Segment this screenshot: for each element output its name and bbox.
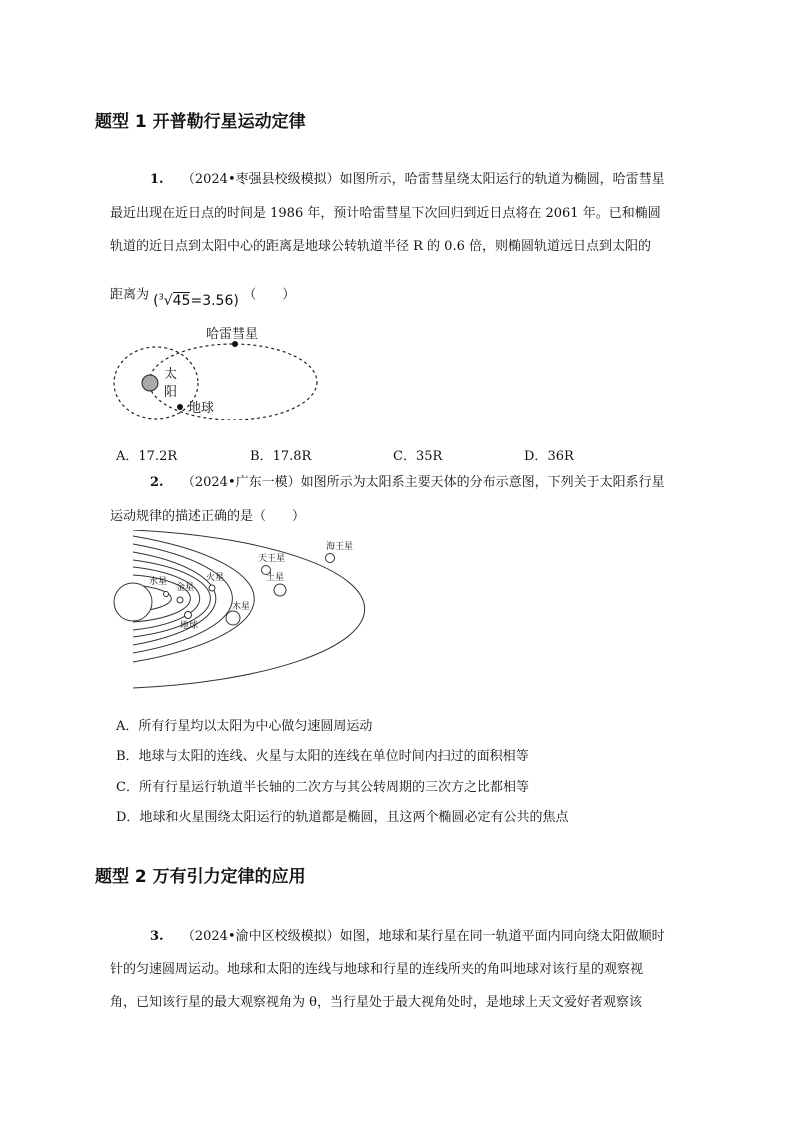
q1-line-1 — [150, 171, 665, 189]
comet-orbit — [149, 344, 317, 420]
sun-label-2: 阳 — [164, 385, 178, 400]
comet-label: 哈雷彗星 — [206, 327, 259, 342]
q2-option-c-letter: C． — [116, 780, 139, 795]
q1-option-d-text: 36R — [547, 449, 574, 464]
label-jupiter: 木星 — [232, 602, 251, 612]
q1-option-a-letter: A． — [116, 449, 139, 464]
label-mercury: 水星 — [149, 577, 168, 587]
q1-option-d — [524, 445, 574, 464]
section-title-2: 题型 2 万有引力定律的应用 — [95, 867, 306, 887]
label-neptune: 海王星 — [326, 542, 354, 552]
q2-option-d-letter: D． — [116, 810, 140, 825]
planet-earth — [185, 612, 192, 619]
q1-option-b-letter: B． — [250, 449, 273, 464]
earth-label: 地球 — [188, 401, 215, 416]
q1-line-2: 最近出现在近日点的时间是 1986 年，预计哈雷彗星下次回归到近日点将在 2061 年。已和椭圆 — [110, 206, 661, 221]
label-earth: 地球 — [180, 621, 199, 631]
q1-option-c — [393, 445, 442, 464]
label-mars: 火星 — [206, 573, 225, 583]
q2-option-c — [116, 776, 529, 795]
q3-line1-text: （2024•渝中区校级模拟）如图，地球和某行星在同一轨道平面内同向绕太阳做顺时 — [181, 929, 665, 944]
q2-line-1 — [150, 474, 665, 492]
q1-option-c-text: 35R — [415, 449, 443, 464]
q2-option-c-text: 所有行星运行轨道半长轴的二次方与其公转周期的三次方之比都相等 — [138, 780, 529, 795]
q2-option-d-text: 地球和火星围绕太阳运行的轨道都是椭圆，且这两个椭圆必定有公共的焦点 — [139, 810, 569, 825]
q1-formula-result: =3.56 — [190, 292, 234, 309]
q1-option-c-letter: C． — [393, 449, 416, 464]
q1-line-3: 轨道的近日点到太阳中心的距离是地球公转轨道半径 R 的 0.6 倍，则椭圆轨道远日点到太阳的 — [110, 239, 651, 254]
q2-line-2: 运动规律的描述正确的是（ ） — [110, 509, 306, 524]
q3-line-2: 针的匀速圆周运动。地球和太阳的连线与地球和行星的连线所夹的角叫地球对该行星的观察视 — [110, 962, 644, 977]
q3-number: 3. — [150, 929, 164, 944]
q1-blank: （ ） — [243, 287, 296, 303]
q1-option-b — [250, 445, 311, 464]
section-title-1: 题型 1 开普勒行星运动定律 — [95, 112, 306, 132]
label-uranus: 天王星 — [258, 554, 286, 564]
sun-icon — [142, 375, 158, 391]
q2-number: 2. — [150, 475, 164, 490]
q1-formula-index: 3 — [158, 292, 164, 301]
sun-label-1: 太 — [164, 367, 178, 382]
planet-neptune — [326, 554, 335, 563]
q2-solar-system-figure — [108, 530, 388, 690]
planet-mercury — [164, 592, 169, 597]
planet-mars — [209, 585, 215, 591]
q1-formula: ($^3$√45=3.56) — [153, 292, 244, 309]
q1-option-a-text: 17.2R — [138, 449, 178, 464]
q2-option-a-text: 所有行星均以太阳为中心做匀速圆周运动 — [138, 719, 373, 734]
q1-option-b-text: 17.8R — [272, 449, 312, 464]
planet-saturn — [274, 584, 286, 596]
q3-line-1 — [150, 928, 665, 946]
q3-line-3: 角，已知该行星的最大观察视角为 θ，当行星处于最大视角处时，是地球上天文爱好者观察该 — [110, 995, 642, 1010]
q1-option-d-letter: D． — [524, 449, 548, 464]
q1-source: （2024•枣强县校级模拟）如图所示，哈雷彗星绕太阳运行的轨道为椭圆，哈雷彗星 — [181, 172, 665, 187]
label-saturn: 土星 — [266, 573, 285, 583]
q1-line4-prefix: 距离为 — [110, 287, 150, 303]
q1-option-a — [116, 445, 177, 464]
planet-jupiter — [226, 611, 240, 625]
q2-option-b-text: 地球与太阳的连线、火星与太阳的连线在单位时间内扫过的面积相等 — [138, 749, 529, 764]
planet-venus — [177, 597, 183, 603]
q2-option-d — [116, 806, 568, 825]
q2-option-a — [116, 715, 372, 734]
q1-formula-radicand: 45 — [172, 292, 191, 309]
earth-dot — [177, 404, 183, 410]
q2-option-b-letter: B． — [116, 749, 139, 764]
label-venus: 金星 — [176, 583, 195, 593]
q1-orbit-figure — [108, 320, 328, 420]
sun-icon — [114, 583, 152, 621]
q2-line1-text: （2024•广东一模）如图所示为太阳系主要天体的分布示意图，下列关于太阳系行星 — [181, 475, 665, 490]
q1-number: 1. — [150, 172, 164, 187]
q2-option-b — [116, 745, 529, 764]
q1-line-4 — [110, 282, 296, 309]
q2-option-a-letter: A． — [116, 719, 139, 734]
